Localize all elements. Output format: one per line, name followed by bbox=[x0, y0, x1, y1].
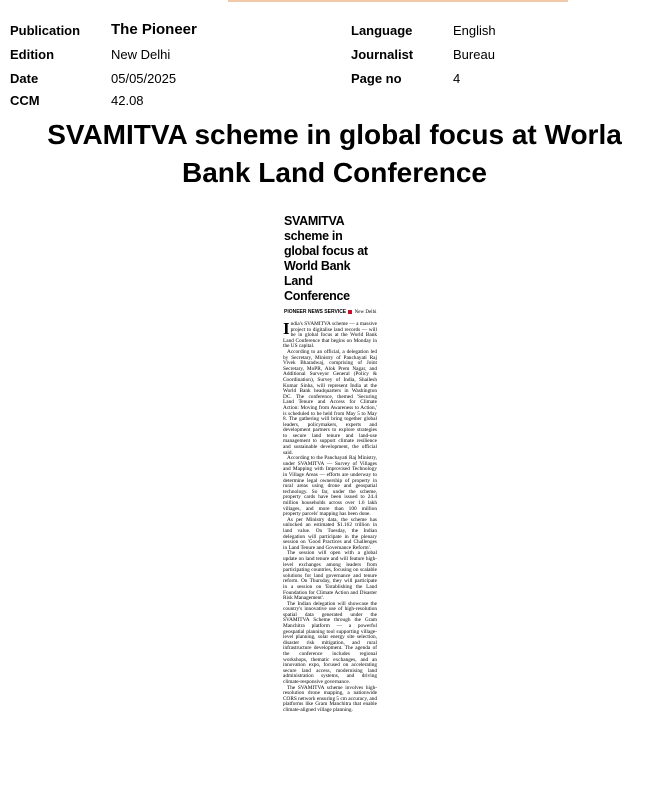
date-value: 05/05/2025 bbox=[111, 71, 177, 86]
publication-value: The Pioneer bbox=[111, 21, 197, 38]
article-paragraph: The Indian delegation will showcase the country's innovative use of high-resolution spatial data generated under the SVAMITVA Scheme through the Gram Manchitra platform — a powerful geospatial planning tool supporting village-level planning, solar energy site selection, disaster risk mitigation, and rural infrastructure development. The agenda of the conference includes regional workshops, thematic exchanges, and an innovation expo, focused on accelerating secure land access, modernising land administration systems, and driving climate-responsive governance. bbox=[283, 600, 377, 685]
article-paragraph: According to the Panchayati Raj Ministry, under SVAMITVA — Survey of Villages and Mapping with Improvised Technology in Village Areas — efforts are underway to determine legal ownership of property in rural areas using drone and geospatial technology. So far, under the scheme, property cards have been issued to 24.4 million households across over 1.6 lakh villages, and more than 100 million property parcels' mapping has been done. bbox=[283, 455, 377, 518]
article-paragraph: The SVAMITVA scheme involves high-resolution drone mapping, a nationwide CORS network ensuring 5 cm accuracy, and platforms like Gram Manchitra that enable climate-aligned village planning. bbox=[283, 684, 377, 713]
clipping-body bbox=[283, 319, 377, 714]
byline-place: New Delhi bbox=[354, 310, 377, 315]
byline-agency: PIONEER NEWS SERVICE bbox=[284, 309, 347, 315]
article-paragraph: As per Ministry data, the scheme has unlocked an estimated $1.162 trillion in land value. On Tuesday, the Indian delegation will participate in the plenary session on 'Good Practices and Challenges in Land Tenure and Governance Reform'. bbox=[283, 516, 377, 551]
ccm-label: CCM bbox=[10, 93, 40, 108]
article-paragraph: India's SVAMITVA scheme — a massive project to digitalise land records — will be in global focus at the World Bank Land Conference that begins on Monday in the US capital. bbox=[283, 319, 377, 350]
journalist-label: Journalist bbox=[351, 47, 414, 62]
top-accent-rule bbox=[228, 0, 568, 2]
article-paragraph: According to an official, a delegation led by Secretary, Ministry of Panchayati Raj Vivek Bharadwaj, comprising of Joint Secretary, MoPR, Alok Prem Nagar, and Additional Surveyor General (Policy & Coordination), Survey of India, Shailesh Kumar Sinha, will represent India at the World Bank headquarters in Washington DC. The conference, themed 'Securing Land Tenure and Access for Climate Action: Moving from Awareness to Action,' is scheduled to be held from May 5 to May 8. The gathering will bring together global leaders, policymakers, experts and development partners to explore strategies to secure land tenure and land-use management to support climate resilience and sustainable development, the official said. bbox=[283, 348, 377, 456]
edition-value: New Delhi bbox=[111, 47, 171, 62]
clipping-byline bbox=[284, 309, 377, 316]
language-value: English bbox=[453, 23, 496, 38]
clipping-headline: SVAMITVA scheme in global focus at World Bank Land Conference bbox=[284, 214, 368, 303]
date-label: Date bbox=[10, 71, 39, 86]
publication-label: Publication bbox=[10, 23, 81, 38]
drop-cap: I bbox=[283, 319, 290, 338]
journalist-value: Bureau bbox=[453, 47, 495, 62]
page-number-label: Page no bbox=[351, 71, 402, 86]
page-title: SVAMITVA scheme in global focus at Worla Bank Land Conference bbox=[47, 119, 622, 188]
ccm-value: 42.08 bbox=[111, 93, 144, 108]
byline-square-icon bbox=[348, 310, 352, 314]
page-number-value: 4 bbox=[453, 71, 461, 86]
article-paragraph: The session will open with a global update on land tenure and will feature high-level exchanges among leaders from participating countries, focusing on scalable solutions for land governance and tenure reform. On Thursday, they will participate in a session on 'Establishing the Land Foundation for Climate Action and Disaster Risk Management'. bbox=[283, 550, 377, 602]
news-clipping bbox=[283, 214, 377, 714]
language-label: Language bbox=[351, 23, 413, 38]
edition-label: Edition bbox=[10, 47, 55, 62]
